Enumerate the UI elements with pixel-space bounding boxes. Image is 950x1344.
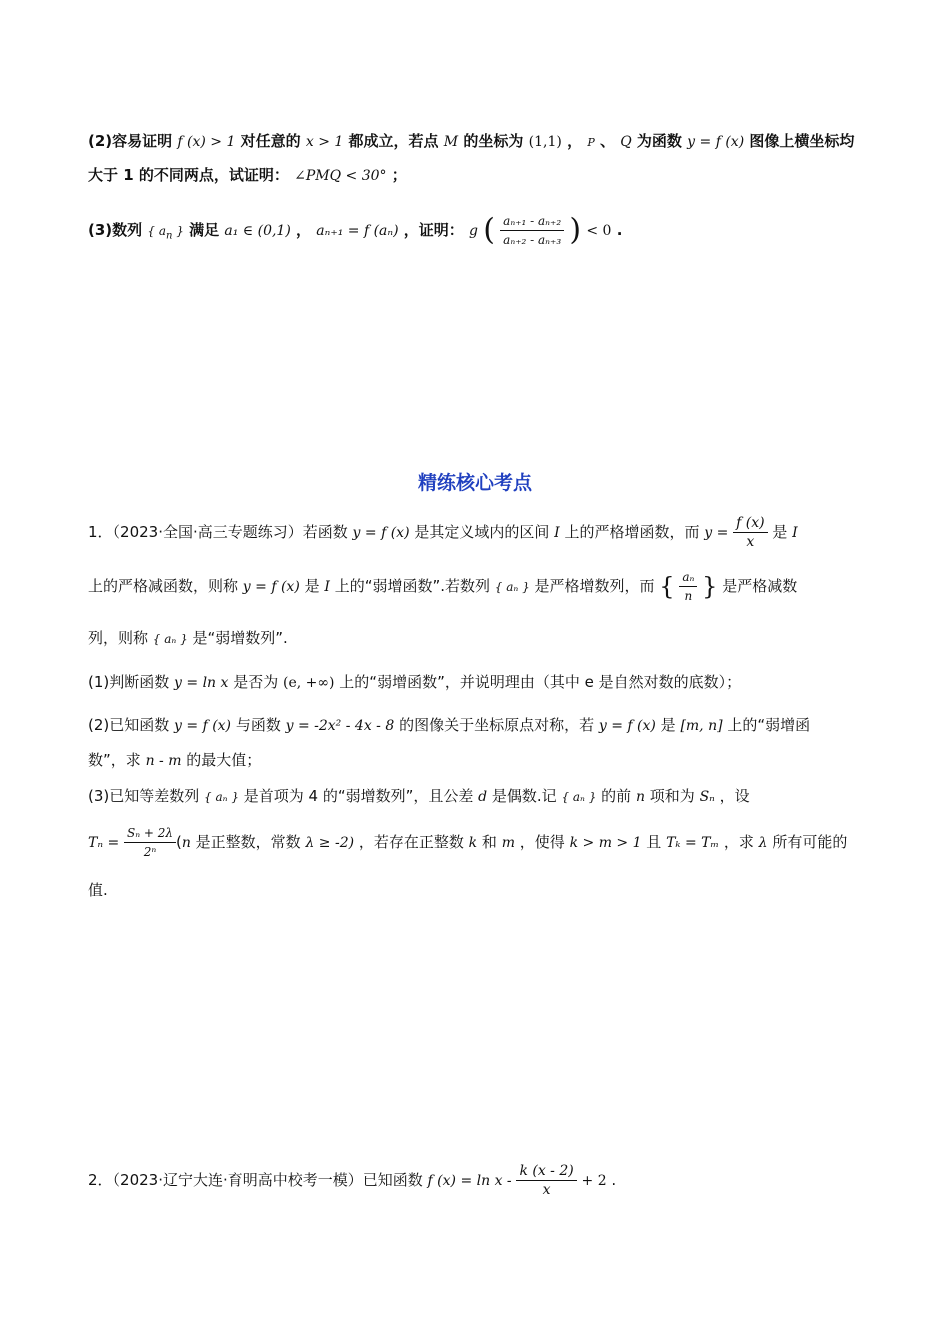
denominator: x (542, 1182, 551, 1198)
math-part: { a (147, 224, 166, 238)
text: ； (391, 166, 407, 184)
text: 的前 (601, 787, 632, 805)
math-seq-an: { aₙ } (152, 632, 188, 646)
math-M: M (443, 134, 459, 150)
math-seq-an: { aₙ } (204, 790, 239, 804)
text: 上的“弱增函 (727, 716, 811, 734)
numerator: aₙ (679, 568, 697, 587)
math-y-eq-lnx: y = ln x (174, 675, 229, 691)
text: 是 (660, 716, 676, 734)
text: 上的严格增函数，而 (564, 523, 700, 541)
math-g: g (469, 223, 478, 239)
p2-line (88, 1158, 616, 1203)
numerator: f (x) (733, 514, 767, 533)
math-y-eq-fx: y = f (x) (598, 718, 656, 734)
numerator: Sₙ + 2λ (124, 824, 176, 843)
p1-sub-3c (88, 880, 108, 900)
math-Tn-eq: Tₙ = (88, 835, 120, 851)
p1-sub-2a (88, 715, 810, 736)
text: 图像上横坐标均 (749, 132, 855, 150)
text: 与函数 (235, 716, 281, 734)
math-quadratic: y = -2x² - 4x - 8 (285, 718, 395, 734)
text: 对任意的 (240, 132, 301, 150)
p1-line-3 (88, 628, 288, 649)
math-sub: n (166, 230, 173, 242)
left-brace: { (659, 572, 675, 601)
math-seq-an: { aₙ } (494, 580, 530, 594)
text: 值. (88, 881, 108, 899)
text: 列，则称 (88, 629, 149, 647)
denominator: aₙ₊₂ - aₙ₊₃ (503, 233, 562, 247)
text: 是其定义域内的区间 (414, 523, 550, 541)
numerator: k (x - 2) (516, 1162, 576, 1181)
math-angle-pmq: ∠PMQ < 30° (294, 168, 387, 184)
text: ，证明： (403, 221, 464, 239)
math-Q: Q (620, 134, 632, 150)
math-y-eq: y = (704, 525, 729, 541)
math-Tk-eq-Tm: Tₖ = Tₘ (666, 835, 720, 851)
text: ，求 (723, 833, 754, 851)
math-fraction-an-over-n (679, 568, 697, 605)
math-fraction-tn (124, 824, 176, 861)
text: 的图像关于坐标原点对称，若 (399, 716, 595, 734)
q3-label: (3)数列 (88, 221, 143, 239)
math-I: I (324, 579, 330, 595)
math-fx-eq-lnx: f (x) = ln x - (427, 1173, 512, 1189)
text: 是偶数.记 (491, 787, 557, 805)
text: ，设 (719, 787, 750, 805)
math-P: P (587, 136, 595, 149)
math-k-gt-m-gt-1: k > m > 1 (569, 835, 642, 851)
math-interval-m-n: [m, n] (680, 718, 723, 734)
text: 是否为 (233, 673, 279, 691)
q2-label: (2)容易证明 (88, 132, 173, 150)
math-n: n (635, 789, 645, 805)
denominator: n (684, 589, 693, 603)
text: 是 (772, 523, 788, 541)
q2-line-1 (88, 131, 854, 153)
text: 是“弱增数列”. (192, 629, 288, 647)
text: 是严格减数 (722, 577, 798, 595)
math-m: m (501, 835, 515, 851)
p1-sub-1 (88, 672, 741, 693)
left-paren: ( (483, 212, 495, 248)
text: 上的“弱增函数”.若数列 (334, 577, 490, 595)
problem-1-header: 1．（2023·全国·高三专题练习）若函数 (88, 523, 348, 541)
math-Sn: Sₙ (699, 789, 715, 805)
math-y-eq-fx: y = f (x) (352, 525, 410, 541)
math-n: n (181, 835, 191, 851)
text: 是正整数，常数 (195, 833, 301, 851)
text: 上的严格减函数，则称 (88, 577, 239, 595)
math-x-gt-1: x > 1 (305, 134, 344, 150)
math-I: I (792, 525, 798, 541)
sub-2-label: (2)已知函数 (88, 716, 170, 734)
p1-sub-2b (88, 750, 261, 771)
problem-2-header: 2．（2023·辽宁大连·育明高中校考一模）已知函数 (88, 1171, 423, 1189)
text: 且 (646, 833, 662, 851)
text: 的最大值； (186, 751, 262, 769)
text: 大于 1 的不同两点，试证明： (88, 166, 289, 184)
math-fraction (500, 212, 564, 249)
math-k: k (468, 835, 478, 851)
section-title: 精练核心考点 (417, 472, 532, 494)
text: 、 (599, 132, 615, 150)
text: 和 (481, 833, 497, 851)
right-brace: } (702, 572, 718, 601)
text: 的坐标为 (463, 132, 524, 150)
p1-line-2 (88, 566, 797, 607)
text: ，若存在正整数 (358, 833, 464, 851)
text: ， (296, 221, 312, 239)
q2-line-2 (88, 165, 407, 186)
math-seq-an: { aₙ } (561, 790, 597, 804)
math-a1-in: a₁ ∈ (0,1) (224, 223, 291, 239)
math-point-1-1: (1,1) (528, 134, 562, 150)
sub-1-label: (1)判断函数 (88, 673, 170, 691)
math-recursion: aₙ₊₁ = f (aₙ) (316, 223, 399, 239)
text: 为函数 (636, 132, 682, 150)
p1-sub-3a (88, 786, 750, 807)
text: 是 (304, 577, 320, 595)
math-interval-e-inf: (e, +∞) (283, 675, 335, 691)
text: 上的“弱增函数”，并说明理由（其中 e 是自然对数的底数）； (339, 673, 742, 691)
numerator: aₙ₊₁ - aₙ₊₂ (500, 212, 564, 231)
text: 满足 (189, 221, 220, 239)
text: ( (176, 833, 182, 851)
text: 项和为 (649, 787, 695, 805)
math-y-eq-fx: y = f (x) (242, 579, 300, 595)
text: ，使得 (519, 833, 565, 851)
q3-line (88, 208, 622, 258)
math-fraction-kx2-over-x (516, 1162, 576, 1199)
math-part: } (172, 224, 184, 238)
math-plus-2: + 2 (581, 1173, 607, 1189)
math-lambda-ge: λ ≥ -2) (305, 835, 355, 851)
text: 所有可能的 (772, 833, 848, 851)
text: 是首项为 4 的“弱增数列”，且公差 (243, 787, 474, 805)
text: ， (567, 132, 583, 150)
p1-line-1 (88, 512, 798, 553)
text: 是严格增数列，而 (534, 577, 655, 595)
math-seq-an (147, 224, 184, 242)
math-lambda: λ (758, 835, 768, 851)
math-fraction-fx-over-x (733, 514, 767, 551)
text: . (616, 221, 623, 239)
denominator: 2ⁿ (143, 845, 157, 859)
math-y-eq-fx: y = f (x) (174, 718, 232, 734)
math-lt-0: < 0 (586, 223, 612, 239)
text: 都成立，若点 (348, 132, 439, 150)
denominator: x (746, 534, 755, 550)
math-d: d (478, 789, 488, 805)
text: . (611, 1171, 617, 1189)
sub-3-label: (3)已知等差数列 (88, 787, 200, 805)
math-n-minus-m: n - m (145, 753, 182, 769)
math-I: I (554, 525, 560, 541)
text: 数”，求 (88, 751, 141, 769)
right-paren: ) (569, 212, 582, 248)
math-y-eq-fx: y = f (x) (687, 134, 745, 150)
math-f-gt-1: f (x) > 1 (177, 134, 236, 150)
p1-sub-3b (88, 822, 847, 863)
